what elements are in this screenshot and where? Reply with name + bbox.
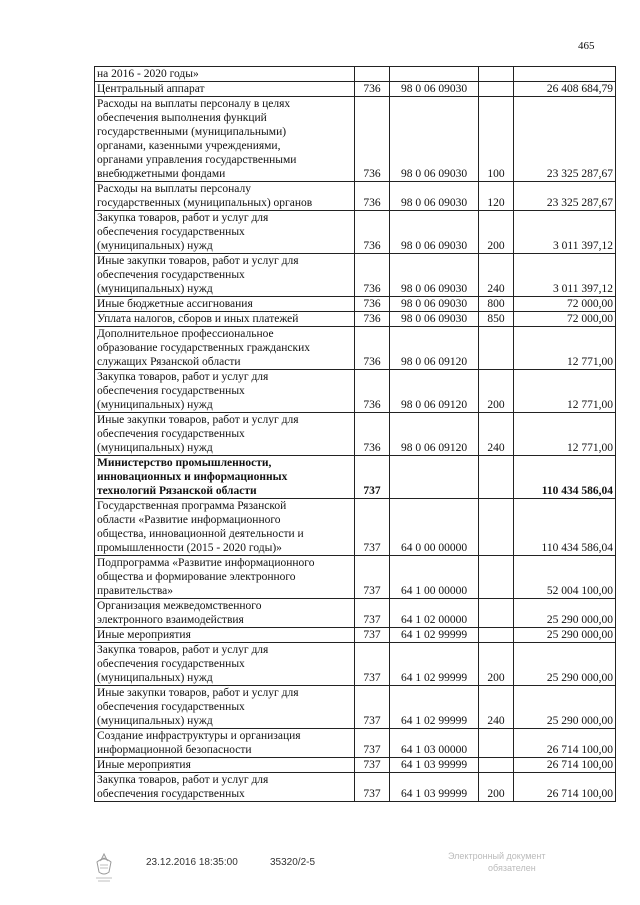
cell-ved	[355, 67, 390, 82]
cell-csr: 98 0 06 09030	[390, 297, 479, 312]
cell-vr: 240	[479, 686, 514, 729]
table-row	[95, 686, 616, 729]
cell-sum: 23 325 287,67	[514, 97, 616, 182]
cell-sum: 26 714 100,00	[514, 773, 616, 802]
footer-timestamp: 23.12.2016 18:35:00	[146, 857, 238, 868]
cell-ved: 737	[355, 456, 390, 499]
cell-csr: 64 1 02 99999	[390, 643, 479, 686]
cell-sum: 12 771,00	[514, 327, 616, 370]
table-row	[95, 556, 616, 599]
cell-ved: 737	[355, 556, 390, 599]
cell-name: Расходы на выплаты персоналу в целях обеспечения выполнения функций государственными (муниципальными) органами, казенными учреждениями, органами управления государственными внебюджетными фондами	[95, 97, 355, 182]
cell-name: Государственная программа Рязанской области «Развитие информационного общества, инновационной деятельности и промышленности (2015 - 2020 годы)»	[95, 499, 355, 556]
cell-ved: 736	[355, 413, 390, 456]
cell-vr	[479, 556, 514, 599]
cell-sum: 110 434 586,04	[514, 499, 616, 556]
cell-name: Расходы на выплаты персоналу государственных (муниципальных) органов	[95, 182, 355, 211]
budget-table-body	[95, 67, 616, 802]
watermark-line-2: обязателен	[488, 863, 536, 873]
cell-csr: 98 0 06 09120	[390, 413, 479, 456]
table-row	[95, 82, 616, 97]
page-number: 465	[578, 40, 595, 52]
cell-sum: 25 290 000,00	[514, 599, 616, 628]
table-row	[95, 499, 616, 556]
cell-csr: 64 1 03 99999	[390, 758, 479, 773]
cell-vr	[479, 599, 514, 628]
cell-vr	[479, 758, 514, 773]
cell-sum: 25 290 000,00	[514, 628, 616, 643]
cell-csr: 98 0 06 09030	[390, 82, 479, 97]
cell-vr: 200	[479, 370, 514, 413]
cell-ved: 736	[355, 312, 390, 327]
cell-vr: 240	[479, 254, 514, 297]
cell-name: Закупка товаров, работ и услуг для обеспечения государственных (муниципальных) нужд	[95, 370, 355, 413]
table-row	[95, 758, 616, 773]
cell-csr: 98 0 06 09030	[390, 211, 479, 254]
cell-ved: 737	[355, 729, 390, 758]
cell-sum: 23 325 287,67	[514, 182, 616, 211]
table-row	[95, 773, 616, 802]
cell-csr: 98 0 06 09120	[390, 370, 479, 413]
cell-name: на 2016 - 2020 годы»	[95, 67, 355, 82]
table-row	[95, 370, 616, 413]
cell-vr	[479, 67, 514, 82]
cell-vr: 200	[479, 211, 514, 254]
cell-name: Иные закупки товаров, работ и услуг для обеспечения государственных (муниципальных) нужд	[95, 254, 355, 297]
cell-csr: 64 1 02 00000	[390, 599, 479, 628]
cell-name: Иные закупки товаров, работ и услуг для обеспечения государственных (муниципальных) нужд	[95, 686, 355, 729]
cell-csr: 98 0 06 09120	[390, 327, 479, 370]
table-row	[95, 97, 616, 182]
cell-vr	[479, 456, 514, 499]
cell-vr: 200	[479, 773, 514, 802]
cell-ved: 737	[355, 686, 390, 729]
cell-ved: 736	[355, 297, 390, 312]
cell-csr: 98 0 06 09030	[390, 254, 479, 297]
cell-sum: 110 434 586,04	[514, 456, 616, 499]
cell-sum: 25 290 000,00	[514, 686, 616, 729]
cell-sum: 26 714 100,00	[514, 729, 616, 758]
cell-vr: 240	[479, 413, 514, 456]
cell-ved: 736	[355, 254, 390, 297]
cell-vr	[479, 327, 514, 370]
cell-csr: 64 0 00 00000	[390, 499, 479, 556]
cell-name: Иные мероприятия	[95, 758, 355, 773]
cell-csr	[390, 67, 479, 82]
table-row	[95, 729, 616, 758]
table-row	[95, 312, 616, 327]
budget-table	[94, 66, 616, 802]
cell-name: Подпрограмма «Развитие информационного общества и формирование электронного правительства»	[95, 556, 355, 599]
cell-ved: 737	[355, 628, 390, 643]
cell-sum: 12 771,00	[514, 413, 616, 456]
cell-vr	[479, 82, 514, 97]
cell-sum: 52 004 100,00	[514, 556, 616, 599]
cell-name: Иные бюджетные ассигнования	[95, 297, 355, 312]
cell-csr: 98 0 06 09030	[390, 97, 479, 182]
table-row	[95, 327, 616, 370]
watermark-line-1: Электронный документ	[448, 851, 546, 861]
table-row	[95, 628, 616, 643]
cell-ved: 736	[355, 97, 390, 182]
cell-ved: 737	[355, 643, 390, 686]
cell-ved: 737	[355, 599, 390, 628]
footer-doc-code: 35320/2-5	[270, 857, 316, 868]
cell-name: Организация межведомственного электронного взаимодействия	[95, 599, 355, 628]
cell-ved: 736	[355, 211, 390, 254]
cell-csr: 64 1 02 99999	[390, 628, 479, 643]
cell-sum: 72 000,00	[514, 297, 616, 312]
cell-ved: 736	[355, 327, 390, 370]
cell-ved: 737	[355, 758, 390, 773]
cell-sum: 12 771,00	[514, 370, 616, 413]
cell-csr: 64 1 03 99999	[390, 773, 479, 802]
cell-name: Министерство промышленности, инновационных и информационных технологий Рязанской области	[95, 456, 355, 499]
cell-csr: 64 1 02 99999	[390, 686, 479, 729]
cell-vr	[479, 628, 514, 643]
cell-name: Иные мероприятия	[95, 628, 355, 643]
cell-vr: 200	[479, 643, 514, 686]
cell-name: Иные закупки товаров, работ и услуг для обеспечения государственных (муниципальных) нужд	[95, 413, 355, 456]
cell-csr: 98 0 06 09030	[390, 182, 479, 211]
table-row	[95, 211, 616, 254]
cell-ved: 737	[355, 773, 390, 802]
cell-sum	[514, 67, 616, 82]
table-row	[95, 297, 616, 312]
cell-name: Закупка товаров, работ и услуг для обеспечения государственных	[95, 773, 355, 802]
cell-name: Закупка товаров, работ и услуг для обеспечения государственных (муниципальных) нужд	[95, 643, 355, 686]
cell-csr: 64 1 00 00000	[390, 556, 479, 599]
watermark	[448, 850, 598, 874]
cell-name: Центральный аппарат	[95, 82, 355, 97]
table-row	[95, 643, 616, 686]
table-row	[95, 182, 616, 211]
cell-vr: 120	[479, 182, 514, 211]
cell-vr: 100	[479, 97, 514, 182]
cell-ved: 736	[355, 82, 390, 97]
cell-sum: 3 011 397,12	[514, 211, 616, 254]
table-row	[95, 456, 616, 499]
cell-sum: 26 714 100,00	[514, 758, 616, 773]
cell-name: Уплата налогов, сборов и иных платежей	[95, 312, 355, 327]
cell-sum: 72 000,00	[514, 312, 616, 327]
cell-vr: 850	[479, 312, 514, 327]
footer-logo-icon	[92, 852, 116, 886]
cell-csr: 98 0 06 09030	[390, 312, 479, 327]
cell-ved: 736	[355, 370, 390, 413]
cell-sum: 26 408 684,79	[514, 82, 616, 97]
cell-vr: 800	[479, 297, 514, 312]
table-row	[95, 413, 616, 456]
table-row	[95, 67, 616, 82]
cell-name: Закупка товаров, работ и услуг для обеспечения государственных (муниципальных) нужд	[95, 211, 355, 254]
cell-ved: 737	[355, 499, 390, 556]
cell-csr: 64 1 03 00000	[390, 729, 479, 758]
cell-sum: 25 290 000,00	[514, 643, 616, 686]
cell-csr	[390, 456, 479, 499]
cell-name: Создание инфраструктуры и организация информационной безопасности	[95, 729, 355, 758]
cell-vr	[479, 729, 514, 758]
cell-name: Дополнительное профессиональное образование государственных гражданских служащих Рязанской области	[95, 327, 355, 370]
cell-vr	[479, 499, 514, 556]
table-row	[95, 599, 616, 628]
cell-ved: 736	[355, 182, 390, 211]
table-row	[95, 254, 616, 297]
cell-sum: 3 011 397,12	[514, 254, 616, 297]
